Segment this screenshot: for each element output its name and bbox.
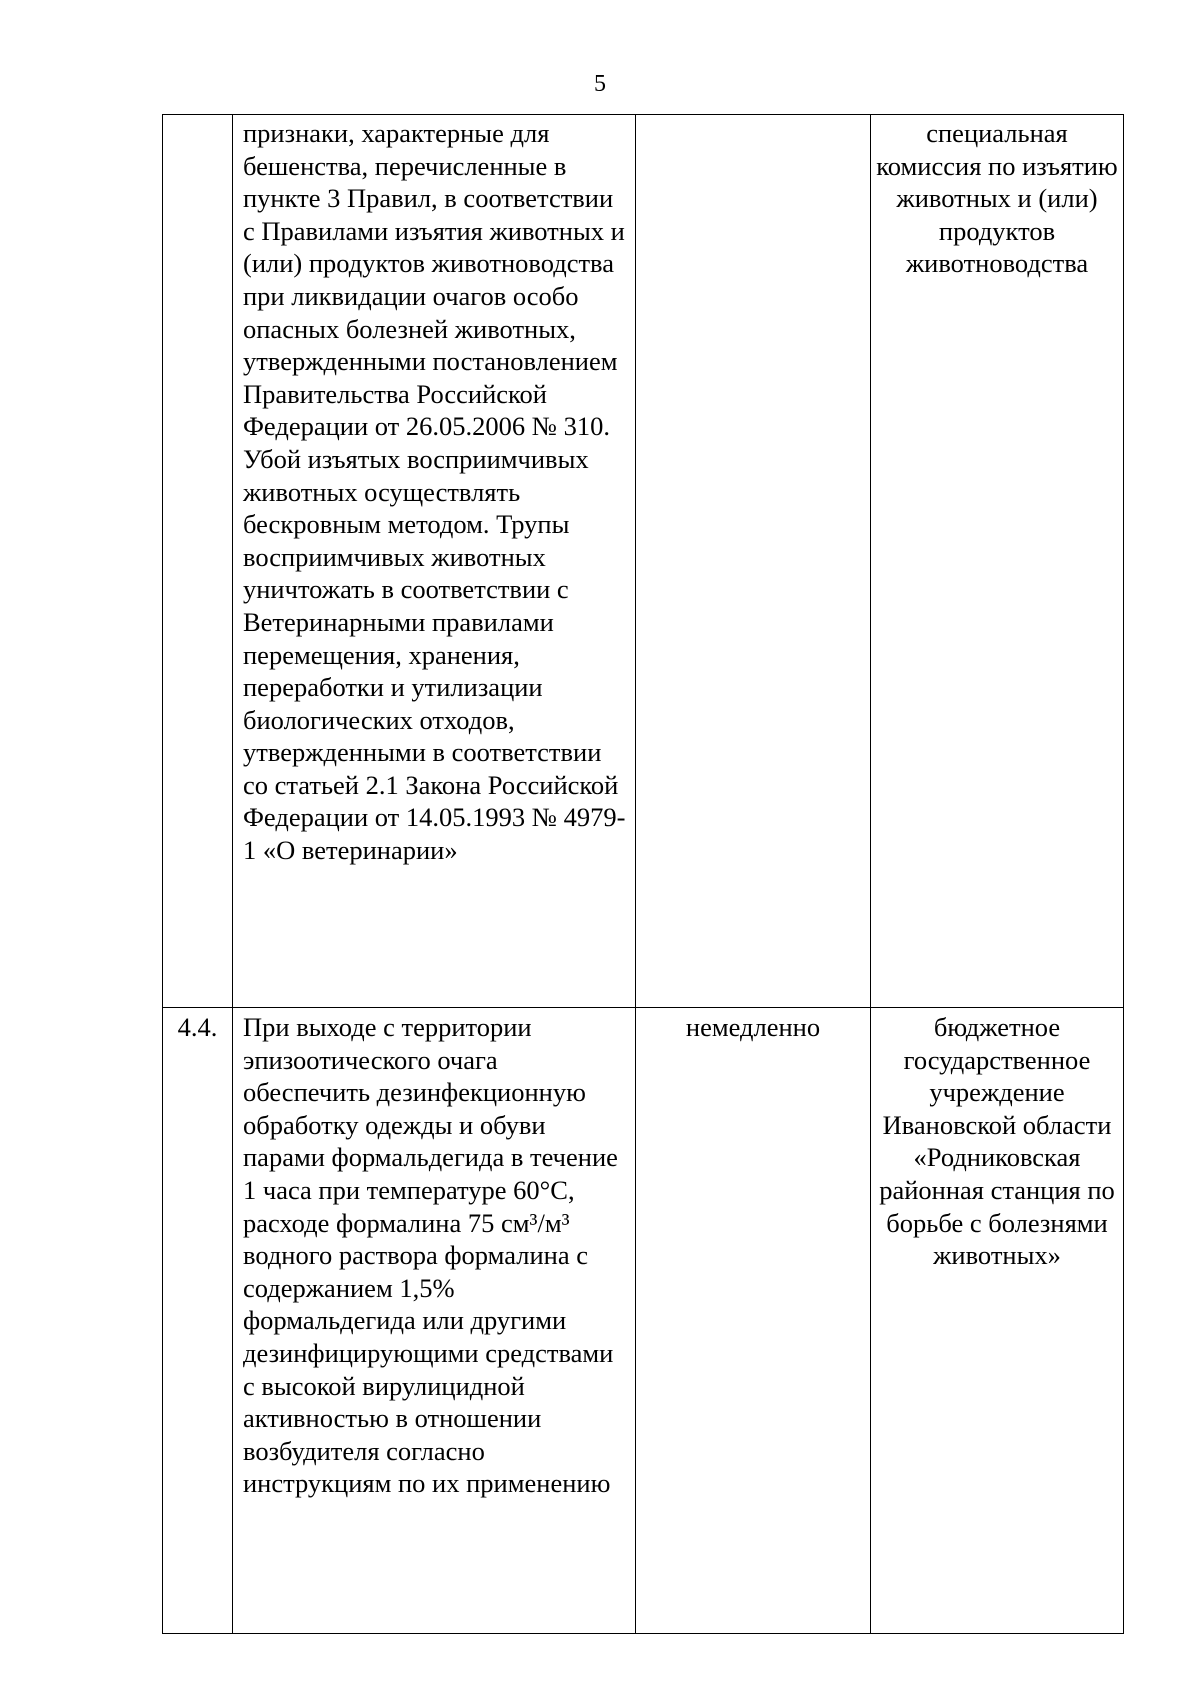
table-row xyxy=(163,115,1124,1008)
term-cell: немедленно xyxy=(636,1008,871,1634)
page-number: 5 xyxy=(594,71,606,97)
term-cell xyxy=(636,115,871,1008)
responsible-cell: специальная комиссия по изъятию животных и (или) продуктов животноводства xyxy=(871,115,1124,1008)
action-cell xyxy=(233,115,636,1008)
responsible-cell: бюджетное государственное учреждение Ивановской области «Родниковская районная станция по борьбе с болезнями животных» xyxy=(871,1008,1124,1634)
table-row xyxy=(163,1008,1124,1634)
action-paragraph: признаки, характерные для бешенства, перечисленные в пункте 3 Правил, в соответствии с Правилами изъятия животных и (или) продуктов животноводства при ликвидации очагов особо опасных болезней животных, утвержденными постановлением Правительства Российской Федерации от 26.05.2006 № 310. xyxy=(243,118,625,442)
action-cell xyxy=(233,1008,636,1634)
measures-table xyxy=(162,114,1124,1634)
action-paragraph: При выходе с территории эпизоотического очага обеспечить дезинфекционную обработку одежды и обуви парами формальдегида в течение 1 часа при температуре 60°С, расходе формалина 75 см³/м³ водного раствора формалина с содержанием 1,5% формальдегида или другими дезинфицирующими средствами с высокой вирулицидной активностью в отношении возбудителя согласно инструкциям по их применению xyxy=(243,1012,618,1499)
action-paragraph: Убой изъятых восприимчивых животных осуществлять бескровным методом. Трупы восприимчивых животных уничтожать в соответствии с Ветеринарными правилами перемещения, хранения, переработки и утилизации биологических отходов, утвержденными в соответствии со статьей 2.1 Закона Российской Федерации от 14.05.1993 № 4979-1 «О ветеринарии» xyxy=(243,443,626,866)
item-number-cell: 4.4. xyxy=(163,1008,233,1634)
item-number-cell xyxy=(163,115,233,1008)
